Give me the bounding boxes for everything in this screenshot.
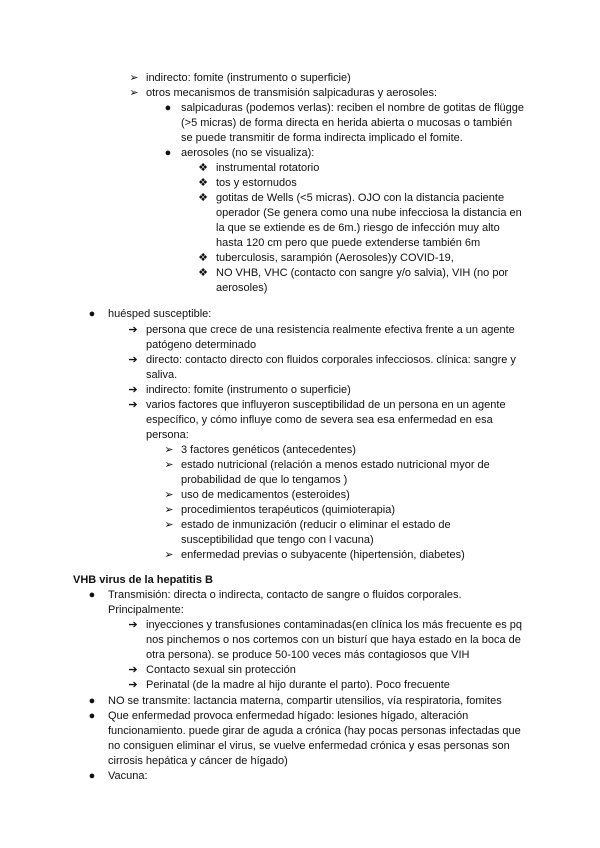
text-line: probabilidad de que lo tengamos ) (181, 474, 348, 486)
diamond-bullet-icon: ❖ (198, 267, 208, 279)
text-line: Contacto sexual sin protección (146, 664, 296, 676)
arrow-bullet-icon: ➔ (128, 384, 138, 396)
arrowhead-bullet-icon: ➢ (164, 444, 174, 456)
text-line: tos y estornudos (216, 177, 297, 189)
text-line: Principalmente: (108, 604, 184, 616)
arrow-bullet-icon: ➔ (128, 324, 138, 336)
diamond-bullet-icon: ❖ (198, 252, 208, 264)
dot-bullet-icon: ● (164, 102, 172, 114)
arrowhead-bullet-icon: ➢ (164, 519, 174, 531)
text-line: patógeno determinado (146, 339, 257, 351)
arrow-bullet-icon: ➔ (128, 354, 138, 366)
text-line: saliva. (146, 369, 178, 381)
text-line: funcionamiento. puede girar de aguda a crónica (hay pocas personas infectadas que (108, 725, 521, 737)
dot-bullet-icon: ● (164, 147, 172, 159)
text-line: 3 factores genéticos (antecedentes) (181, 444, 356, 456)
text-line: procedimientos terapéuticos (quimioterapia) (181, 504, 395, 516)
text-line: operador (Se genera como una nube infecciosa la distancia en (216, 207, 522, 219)
text-line: otra persona). se produce 50-100 veces más contagiosos que VIH (146, 649, 470, 661)
arrowhead-bullet-icon: ➢ (164, 549, 174, 561)
dot-bullet-icon: ● (88, 695, 96, 707)
arrowhead-bullet-icon: ➢ (164, 504, 174, 516)
dot-bullet-icon: ● (88, 770, 96, 782)
diamond-bullet-icon: ❖ (198, 177, 208, 189)
text-line: NO se transmite: lactancia materna, compartir utensilios, vía respiratoria, fomites (108, 695, 502, 707)
arrowhead-bullet-icon: ➢ (129, 87, 139, 99)
text-line: (>5 micras) de forma directa en herida abierta o mucosas o también (181, 117, 513, 129)
text-line: Transmisión: directa o indirecta, contacto de sangre o fluidos corporales. (108, 589, 462, 601)
text-line: no consiguen eliminar el virus, se vuelve enfermedad crónica y esas personas son (108, 740, 510, 752)
text-line: estado nutricional (relación a menos estado nutricional myor de (181, 459, 490, 471)
text-line: susceptibilidad que tengo con l vacuna) (181, 534, 374, 546)
text-line: indirecto: fomite (instrumento o superficie) (146, 384, 351, 396)
arrow-bullet-icon: ➔ (128, 619, 138, 631)
text-line: enfermedad previas o subyacente (hipertensión, diabetes) (181, 549, 465, 561)
text-line: Que enfermedad provoca enfermedad hígado: lesiones hígado, alteración (108, 710, 469, 722)
text-line: gotitas de Wells (<5 micras). OJO con la distancia paciente (216, 192, 505, 204)
section-heading: VHB virus de la hepatitis B (73, 574, 213, 586)
text-line: Vacuna: (108, 770, 148, 782)
arrowhead-bullet-icon: ➢ (164, 489, 174, 501)
text-line: nos pinchemos o nos cortemos con un bisturí que haya estado en la boca de (146, 634, 521, 646)
text-line: se puede transmitir de forma indirecta implicado el fomite. (181, 132, 463, 144)
text-line: uso de medicamentos (esteroides) (181, 489, 350, 501)
diamond-bullet-icon: ❖ (198, 162, 208, 174)
arrowhead-bullet-icon: ➢ (129, 72, 139, 84)
text-line: Perinatal (de la madre al hijo durante el parto). Poco frecuente (146, 679, 450, 691)
text-line: persona que crece de una resistencia realmente efectiva frente a un agente (146, 324, 515, 336)
arrow-bullet-icon: ➔ (128, 679, 138, 691)
text-line: varios factores que influyeron susceptibilidad de un persona en un agente (146, 399, 506, 411)
text-line: cirrosis hepática y cáncer de hígado) (108, 755, 288, 767)
text-line: inyecciones y transfusiones contaminadas(en clínica los más frecuente es pq (146, 619, 523, 631)
text-line: directo: contacto directo con fluidos corporales infecciosos. clínica: sangre y (146, 354, 516, 366)
text-line: hasta 120 cm pero que puede extenderse también 6m (216, 237, 481, 249)
text-line: indirecto: fomite (instrumento o superficie) (146, 72, 351, 84)
text-line: persona: (146, 429, 189, 441)
text-line: huésped susceptible: (108, 308, 212, 320)
text-line: aerosoles) (216, 282, 268, 294)
text-line: estado de inmunización (reducir o eliminar el estado de (181, 519, 451, 531)
text-line: salpicaduras (podemos verlas): reciben el nombre de gotitas de flügge (181, 102, 525, 114)
text-line: tuberculosis, sarampión (Aerosoles)y COVID-19, (216, 252, 454, 264)
text-line: instrumental rotatorio (216, 162, 320, 174)
arrow-bullet-icon: ➔ (128, 664, 138, 676)
diamond-bullet-icon: ❖ (198, 192, 208, 204)
text-line: otros mecanismos de transmisión salpicaduras y aerosoles: (146, 87, 438, 99)
dot-bullet-icon: ● (88, 710, 96, 722)
text-line: específico, y cómo influye como de severa sea esa enfermedad en esa (146, 414, 493, 426)
dot-bullet-icon: ● (88, 589, 96, 601)
text-line: aerosoles (no se visualiza): (181, 147, 315, 159)
dot-bullet-icon: ● (88, 308, 96, 320)
text-line: la que se extiende es de 6m.) riesgo de infección muy alto (216, 222, 500, 234)
arrow-bullet-icon: ➔ (128, 399, 138, 411)
arrowhead-bullet-icon: ➢ (164, 459, 174, 471)
text-line: NO VHB, VHC (contacto con sangre y/o salvia), VIH (no por (216, 267, 509, 279)
